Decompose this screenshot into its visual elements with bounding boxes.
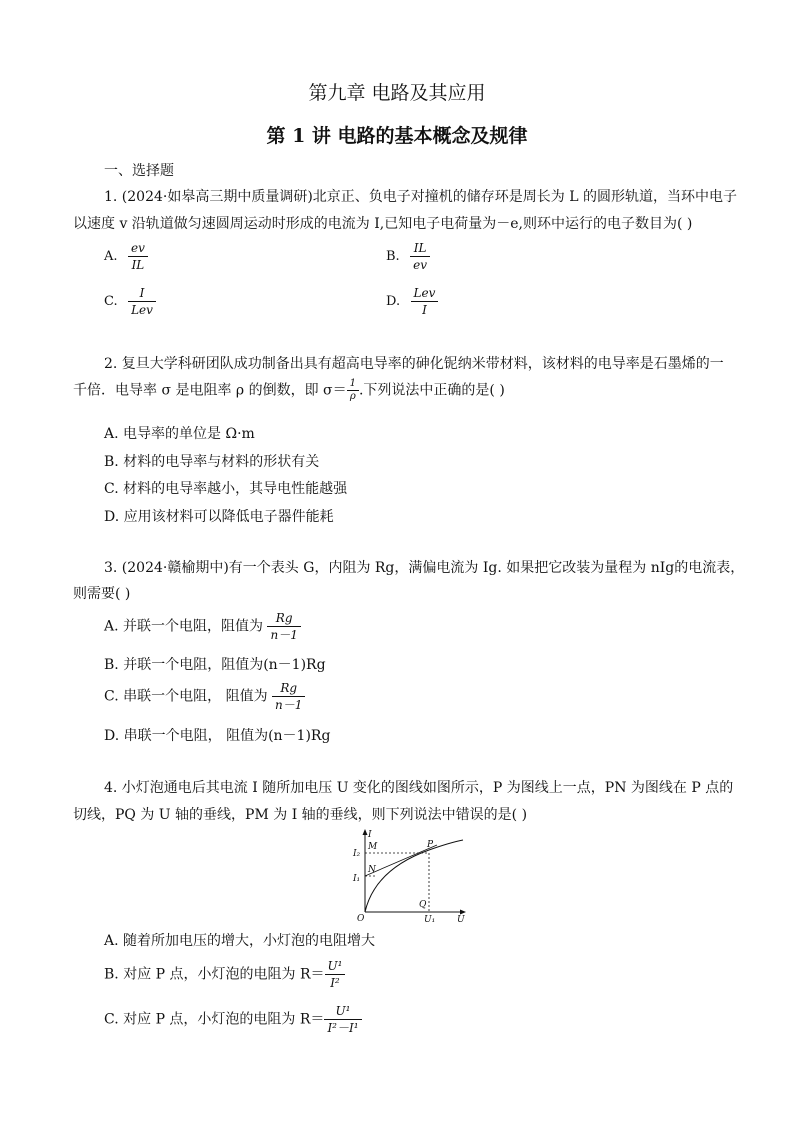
q1-line1: 1. (2024·如皋高三期中质量调研)北京正、负电子对撞机的储存环是周长为 L 的圆形轨道，当环中电子: [104, 189, 738, 205]
q4-line2: 切线，PQ 为 U 轴的垂线，PM 为 I 轴的垂线，则下列说法中错误的是( ): [73, 807, 528, 823]
i-axis-arrow: [363, 829, 368, 835]
section-heading: 一、选择题: [104, 163, 174, 179]
q3-option-b: B. 并联一个电阻，阻值为(n－1)Rg: [104, 657, 326, 673]
label-u-axis: U: [457, 915, 465, 924]
q4-option-c: C. 对应 P 点，小灯泡的电阻为 R＝ $\frac{\text{U¹}}{\text{I²－I¹}}$: [104, 1003, 362, 1036]
q1-option-c: C. $\frac{I}{\text{Lev}}$: [104, 285, 156, 318]
q3-option-c: C. 串联一个电阻， 阻值为 $\frac{Rg}{n-1}$: [104, 680, 305, 713]
label-n: N: [368, 865, 376, 875]
chapter-title: 第九章 电路及其应用: [308, 82, 486, 104]
q4-line1: 4. 小灯泡通电后其电流 I 随所加电压 U 变化的图线如图所示，P 为图线上一点，PN 为图线在 P 点的: [104, 780, 734, 796]
q1-option-d: D. $\frac{\text{Lev}}{I}$: [386, 285, 438, 318]
q3-option-a: A. 并联一个电阻，阻值为 $\frac{Rg}{n-1}$: [104, 610, 301, 643]
lecture-title: 第 1 讲 电路的基本概念及规律: [266, 125, 528, 147]
label-q: Q: [419, 900, 427, 910]
q2-option-a: A. 电导率的单位是 Ω·m: [104, 426, 255, 442]
q2-option-c: C. 材料的电导率越小，其导电性能越强: [104, 481, 348, 497]
iu-curve: [365, 840, 463, 912]
q3-option-d: D. 串联一个电阻， 阻值为(n－1)Rg: [104, 728, 331, 744]
label-u1: U₁: [424, 915, 436, 924]
q1-option-b: B. $\frac{IL}{ev}$: [386, 240, 430, 273]
q2-line2: 千倍．电导率 σ 是电阻率 ρ 的倒数，即 σ＝ $\frac{1}{\rho}$ .下列说法中正确的是( ): [73, 378, 505, 402]
q2-line1: 2. 复旦大学科研团队成功制备出具有超高电导率的砷化铌纳米带材料，该材料的电导率是石墨烯的一: [104, 356, 724, 372]
label-origin: O: [357, 914, 365, 924]
label-i2: I₂: [353, 849, 361, 859]
q4-option-a: A. 随着所加电压的增大，小灯泡的电阻增大: [104, 933, 376, 949]
label-p: P: [427, 840, 434, 850]
iu-graph: [345, 826, 475, 924]
label-m: M: [368, 842, 378, 852]
q2-option-b: B. 材料的电导率与材料的形状有关: [104, 454, 320, 470]
q1-line2: 以速度 v 沿轨道做匀速圆周运动时形成的电流为 I,已知电子电荷量为－e,则环中运行的电子数目为( ): [73, 216, 693, 232]
q4-option-b: B. 对应 P 点，小灯泡的电阻为 R＝ $\frac{\text{U¹}}{\text{I²}}$: [104, 958, 345, 991]
q3-line2: 则需要( ): [73, 586, 131, 602]
u-axis-arrow: [460, 910, 466, 915]
q2-option-d: D. 应用该材料可以降低电子器件能耗: [104, 509, 334, 525]
q1-option-a: A. $\frac{ev}{IL}$: [104, 240, 148, 273]
label-i1: I₁: [353, 874, 361, 884]
label-i-axis: I: [368, 830, 372, 840]
q3-line1: 3. (2024·赣榆期中)有一个表头 G，内阻为 Rg，满偏电流为 Ig. 如果把它改装为量程为 nIg的电流表，: [104, 560, 745, 576]
